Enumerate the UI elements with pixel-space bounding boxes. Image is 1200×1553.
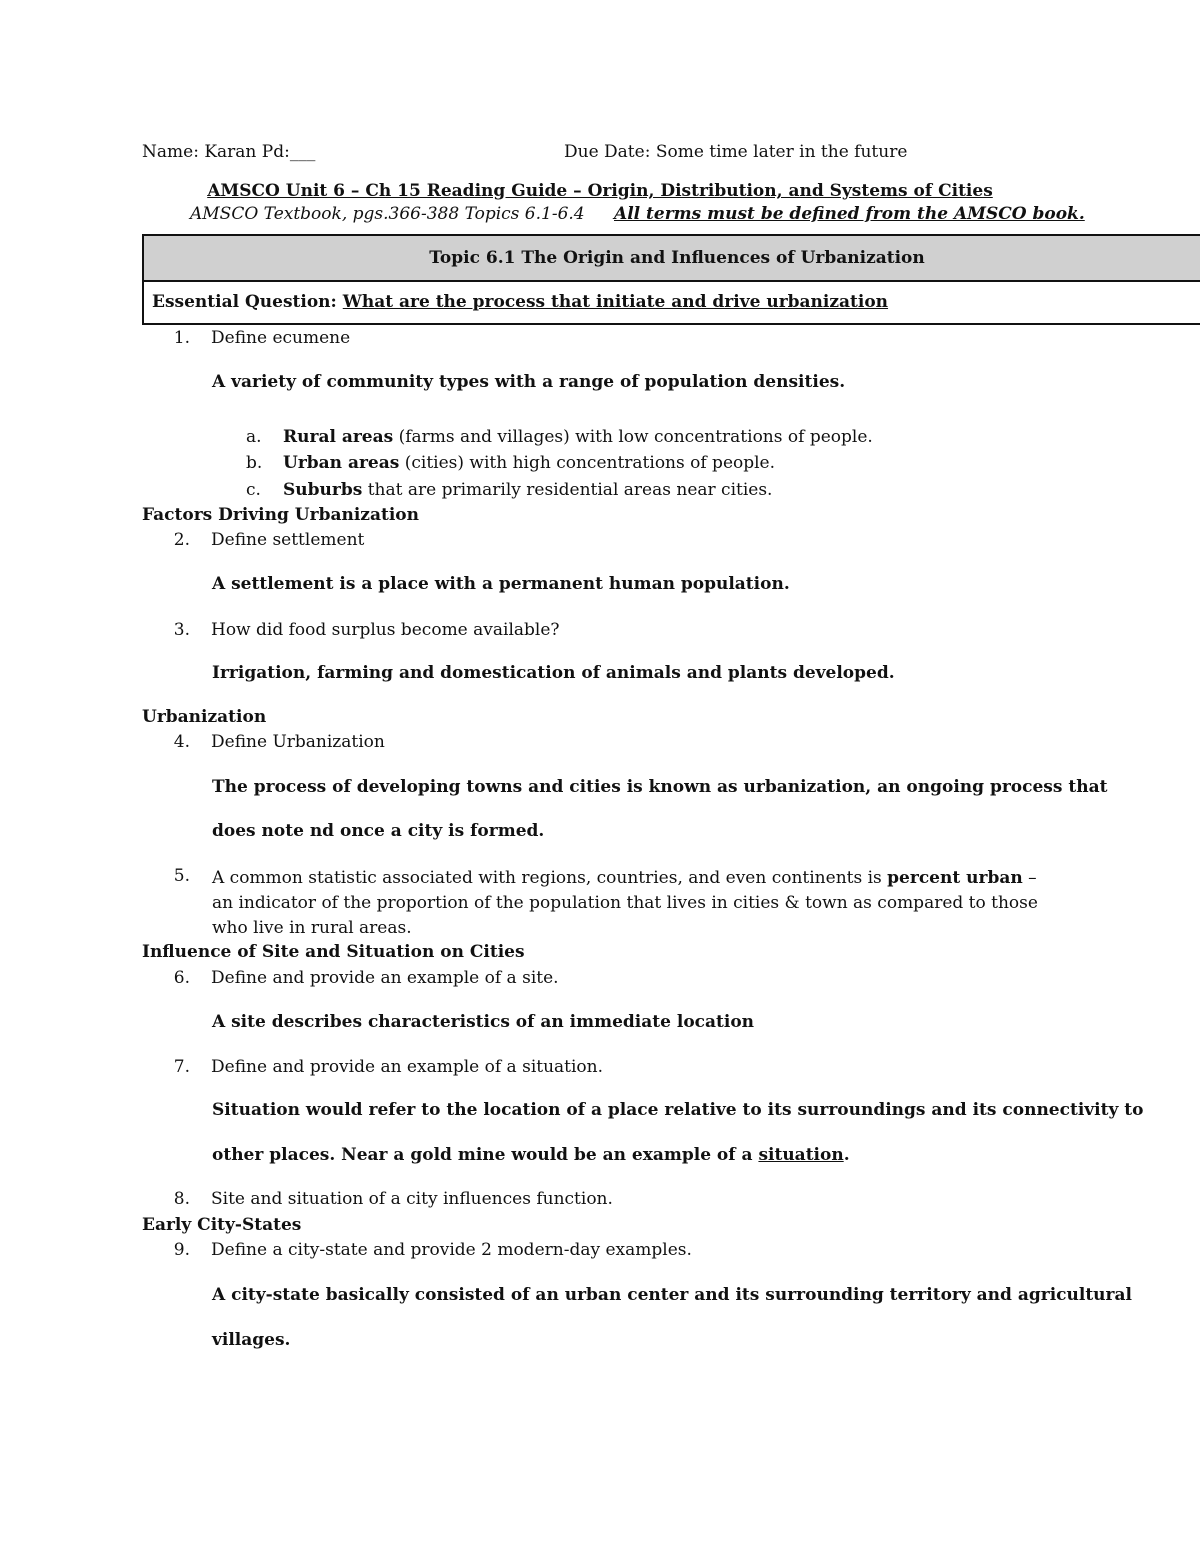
sub-item-c-text [283,480,772,500]
sub-item-a-text [283,427,873,447]
answer-7-line-2 [212,1145,850,1165]
q5-text-start: A common statistic associated with regions, countries, and even continents is [212,868,888,888]
essential-question-text: What are the process that initiate and drive urbanization [342,292,889,312]
question-number: 8. [173,1189,190,1209]
answer-2: A settlement is a place with a permanent human population. [212,574,790,594]
answer-6: A site describes characteristics of an immediate location [212,1012,755,1032]
topic-heading: Topic 6.1 The Origin and Influences of Urbanization [144,236,1200,282]
question-prompt: How did food surplus become available? [211,620,560,640]
sub-item-c [246,480,261,500]
section-heading-city-states: Early City-States [142,1215,302,1235]
sub-letter: c. [246,480,261,500]
essential-question-label: Essential Question: [152,292,337,312]
question-prompt: Define a city-state and provide 2 modern-day examples. [211,1240,692,1260]
sub-description: (farms and villages) with low concentrations of people. [393,427,873,447]
question-number: 1. [173,328,190,348]
section-heading-site: Influence of Site and Situation on Cities [142,942,525,962]
question-8 [160,1189,613,1209]
question-3 [160,620,560,640]
question-prompt: Define Urbanization [211,732,385,752]
section-heading-urbanization: Urbanization [142,707,267,727]
definition-instruction: All terms must be defined from the AMSCO book. [614,204,1085,224]
section-heading-factors: Factors Driving Urbanization [142,505,419,525]
sub-description: (cities) with high concentrations of people. [399,453,776,473]
question-number: 9. [173,1240,190,1260]
q5-term: percent urban [887,868,1023,888]
topic-box [142,234,1200,325]
answer-9-line-1: A city-state basically consisted of an urban center and its surrounding territory and agricultural [212,1285,1132,1305]
question-prompt: Define settlement [211,530,365,550]
sub-description: that are primarily residential areas near cities. [362,480,773,500]
question-6 [160,968,559,988]
answer-3: Irrigation, farming and domestication of animals and plants developed. [212,663,895,683]
sub-term: Urban areas [283,453,400,473]
question-7 [160,1057,603,1077]
sub-letter: b. [246,453,263,473]
question-number: 3. [173,620,190,640]
question-number: 6. [173,968,190,988]
question-5-text [212,866,1062,941]
answer-1: A variety of community types with a range of population densities. [212,372,846,392]
question-number: 2. [173,530,190,550]
question-prompt: Define and provide an example of a site. [211,968,559,988]
question-prompt: Site and situation of a city influences function. [211,1189,613,1209]
document-title: AMSCO Unit 6 – Ch 15 Reading Guide – Origin, Distribution, and Systems of Cities [207,181,993,201]
question-prompt: Define ecumene [211,328,351,348]
sub-term: Rural areas [283,427,394,447]
answer-7-period: . [843,1145,850,1165]
sub-item-b-text [283,453,775,473]
answer-4-line-2: does note nd once a city is formed. [212,821,545,841]
answer-9-line-2: villages. [212,1330,291,1350]
question-number: 4. [173,732,190,752]
essential-question [152,292,888,312]
answer-7-term: situation [758,1145,844,1165]
question-4 [160,732,385,752]
question-5-number [160,866,190,886]
sub-letter: a. [246,427,262,447]
answer-4-line-1: The process of developing towns and cities is known as urbanization, an ongoing process that [212,777,1108,797]
answer-7-line-1: Situation would refer to the location of a place relative to its surroundings and its connectivity to [212,1100,1144,1120]
sub-item-b [246,453,262,473]
question-number: 5. [173,866,190,886]
question-9 [160,1240,692,1260]
question-number: 7. [173,1057,190,1077]
question-prompt: Define and provide an example of a situation. [211,1057,604,1077]
sub-item-a [246,427,262,447]
question-1 [160,328,350,348]
sub-term: Suburbs [283,480,363,500]
q5-text-end: – an indicator of the proportion of the population that lives in cities & town as compared to those who live in rural areas. [212,868,1038,938]
textbook-pages: AMSCO Textbook, pgs.366-388 Topics 6.1-6.4 [190,204,585,224]
answer-7-text: other places. Near a gold mine would be an example of a [212,1145,759,1165]
due-date-line: Due Date: Some time later in the future [564,142,908,162]
name-line: Name: Karan Pd:___ [142,142,316,162]
question-2 [160,530,364,550]
